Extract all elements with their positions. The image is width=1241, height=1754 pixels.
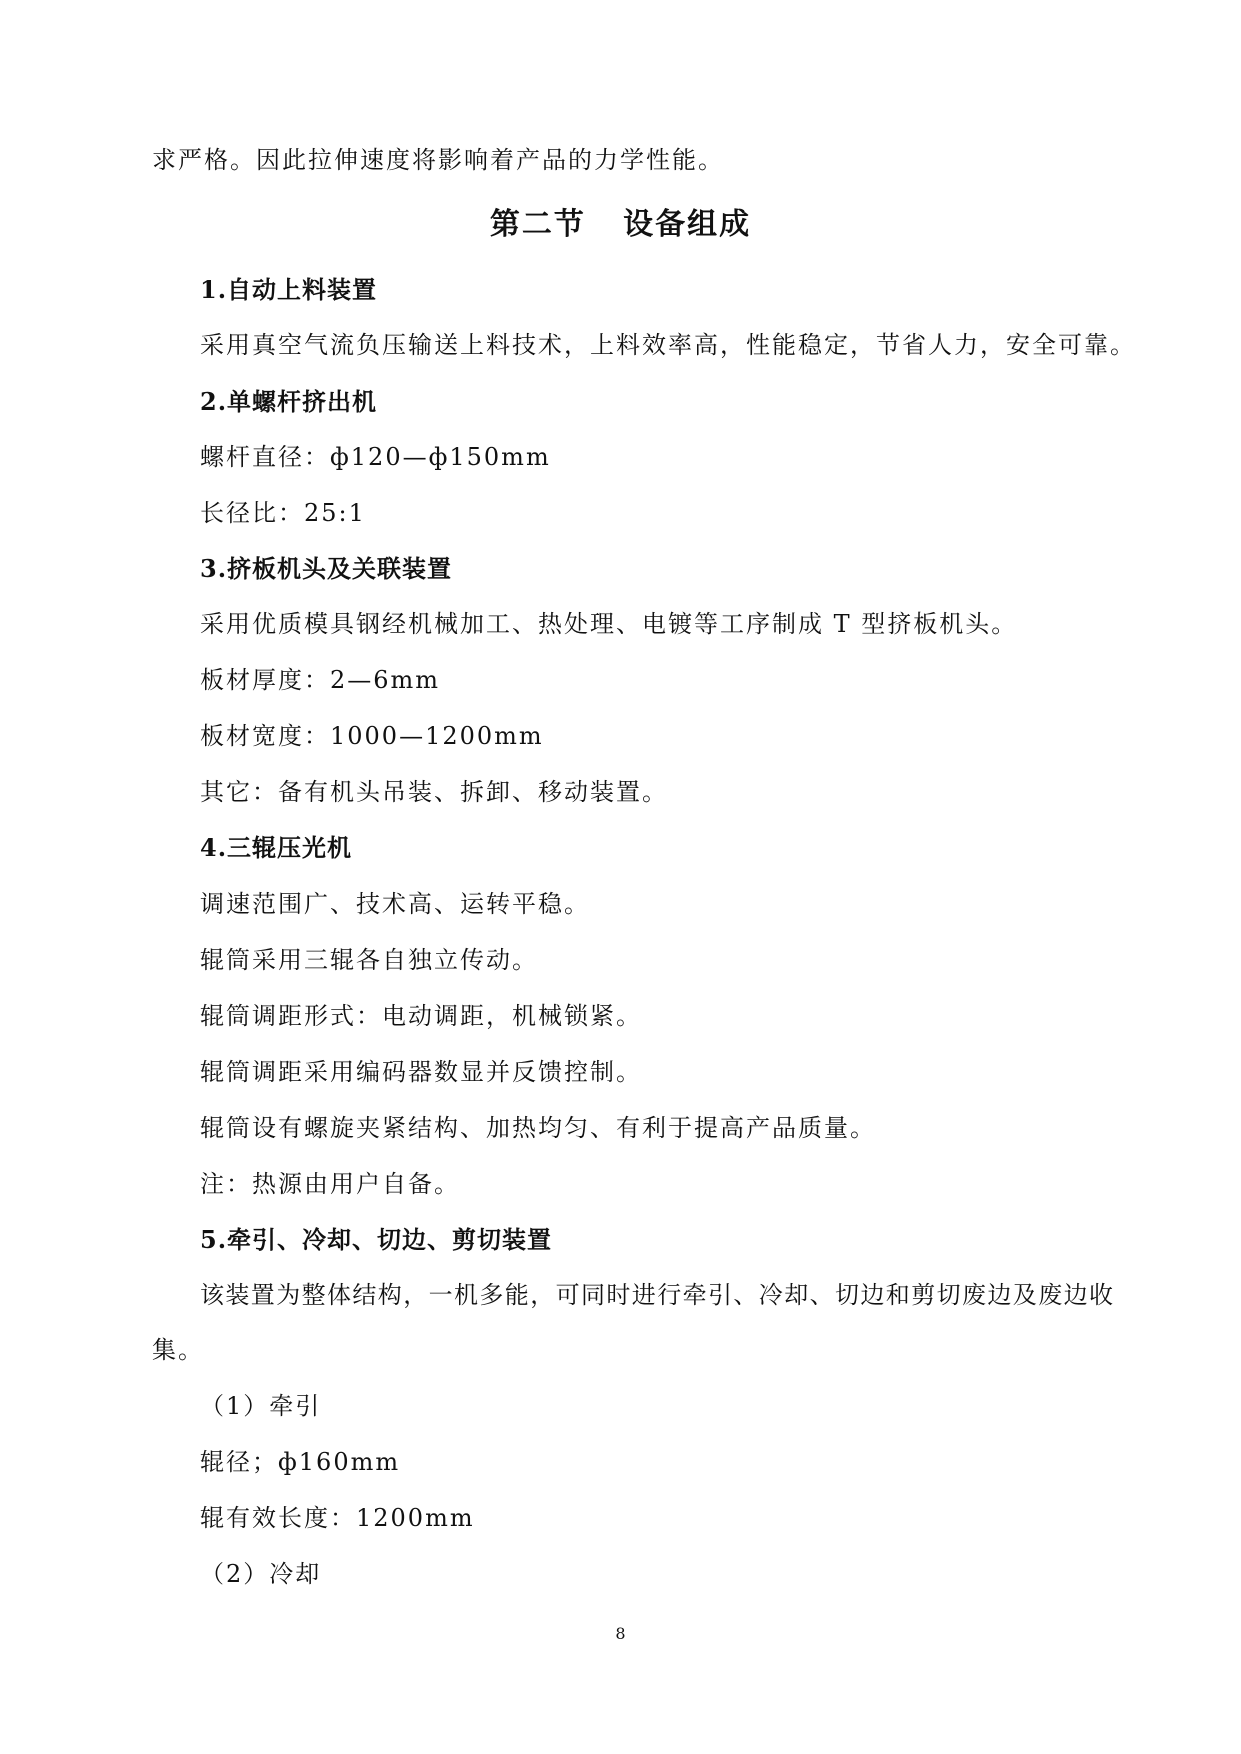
page-number: 8 [615, 1624, 626, 1643]
body-text-line: 求严格。因此拉伸速度将影响着产品的力学性能。 [152, 146, 724, 174]
subsection-heading: 3.挤板机头及关联装置 [200, 554, 453, 583]
subsection-heading: 2.单螺杆挤出机 [200, 387, 378, 416]
body-text-line: 其它：备有机头吊装、拆卸、移动装置。 [200, 778, 668, 806]
body-text-line: 辊筒设有螺旋夹紧结构、加热均匀、有利于提高产品质量。 [200, 1114, 876, 1142]
subsection-heading: 1.自动上料装置 [200, 275, 378, 304]
body-text-line: 注：热源由用户自备。 [200, 1170, 460, 1198]
body-text-line: 采用优质模具钢经机械加工、热处理、电镀等工序制成 T 型挤板机头。 [200, 610, 1018, 638]
body-text-line: 集。 [152, 1336, 204, 1364]
body-text-line: （2）冷却 [200, 1560, 322, 1588]
body-text-line: 辊径；ф160mm [200, 1448, 401, 1476]
body-text-line: 板材厚度：2—6mm [200, 666, 441, 694]
subsection-heading: 4.三辊压光机 [200, 833, 353, 862]
body-text-line: 该装置为整体结构，一机多能，可同时进行牵引、冷却、切边和剪切废边及废边收 [200, 1281, 1115, 1309]
section-heading: 第二节 设备组成 [489, 207, 752, 242]
body-text-line: 长径比：25:1 [200, 499, 366, 527]
body-text-line: 辊筒调距形式：电动调距，机械锁紧。 [200, 1002, 642, 1030]
body-text-line: 螺杆直径：ф120—ф150mm [200, 443, 551, 471]
body-text-line: 辊筒调距采用编码器数显并反馈控制。 [200, 1058, 642, 1086]
body-text-line: 板材宽度：1000—1200mm [200, 722, 544, 750]
body-text-line: 辊有效长度：1200mm [200, 1504, 475, 1532]
body-text-line: 采用真空气流负压输送上料技术，上料效率高，性能稳定，节省人力，安全可靠。 [200, 331, 1136, 359]
body-text-line: 调速范围广、技术高、运转平稳。 [200, 890, 590, 918]
body-text-line: 辊筒采用三辊各自独立传动。 [200, 946, 538, 974]
subsection-heading: 5.牵引、冷却、切边、剪切装置 [200, 1225, 553, 1254]
body-text-line: （1）牵引 [200, 1392, 322, 1420]
